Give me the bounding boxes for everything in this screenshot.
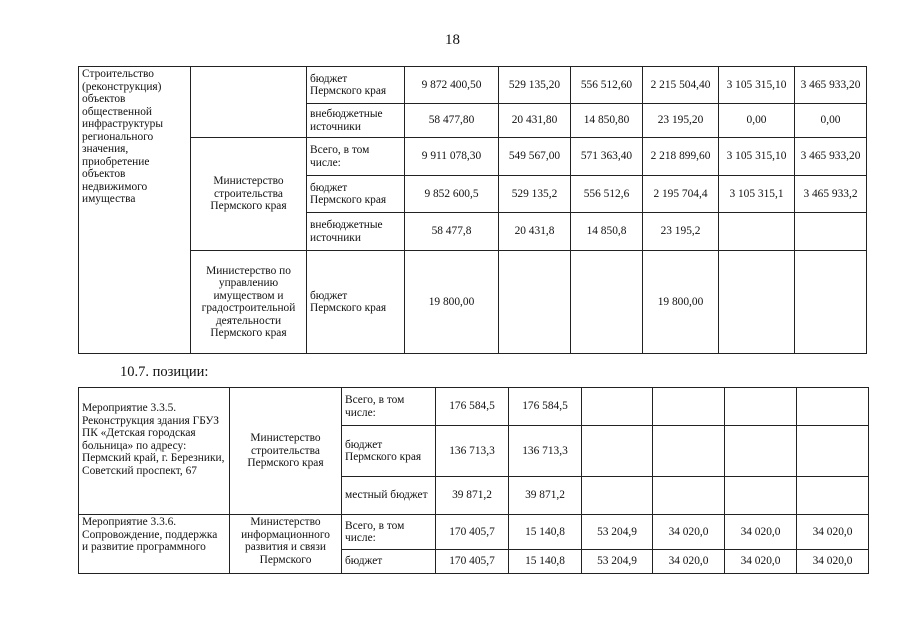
value-cell: 176 584,5 (509, 388, 582, 426)
value-cell: 2 195 704,4 (643, 176, 719, 213)
value-cell: 34 020,0 (653, 515, 725, 550)
funding-source-cell: бюджет Пермского края (307, 176, 405, 213)
value-cell: 2 215 504,40 (643, 67, 719, 104)
measure-cell: Строительство (реконструкция) объектов общественной инфраструктуры регионального значения, приобретение объектов недвижимого имущества (79, 67, 191, 354)
value-cell: 14 850,80 (571, 104, 643, 138)
value-cell (499, 251, 571, 354)
value-cell (571, 251, 643, 354)
value-cell (582, 477, 653, 515)
value-cell: 23 195,20 (643, 104, 719, 138)
value-cell (797, 477, 869, 515)
funding-source-cell: местный бюджет (342, 477, 436, 515)
value-cell: 556 512,6 (571, 176, 643, 213)
positions-table (78, 387, 869, 574)
value-cell: 53 204,9 (582, 515, 653, 550)
table-row (79, 388, 869, 426)
value-cell: 9 872 400,50 (405, 67, 499, 104)
value-cell: 549 567,00 (499, 138, 571, 176)
value-cell: 0,00 (795, 104, 867, 138)
value-cell: 2 218 899,60 (643, 138, 719, 176)
value-cell: 571 363,40 (571, 138, 643, 176)
value-cell: 3 105 315,10 (719, 67, 795, 104)
executor-cell: Министерство строительства Пермского края (230, 388, 342, 515)
financing-table-continued (78, 66, 867, 354)
executor-cell (191, 67, 307, 138)
funding-source-cell: бюджет (342, 550, 436, 574)
value-cell: 19 800,00 (643, 251, 719, 354)
value-cell: 34 020,0 (725, 550, 797, 574)
value-cell: 176 584,5 (436, 388, 509, 426)
value-cell (719, 213, 795, 251)
value-cell: 15 140,8 (509, 550, 582, 574)
value-cell: 556 512,60 (571, 67, 643, 104)
value-cell (795, 213, 867, 251)
value-cell (795, 251, 867, 354)
value-cell: 19 800,00 (405, 251, 499, 354)
value-cell (725, 477, 797, 515)
value-cell: 34 020,0 (725, 515, 797, 550)
value-cell: 39 871,2 (436, 477, 509, 515)
executor-cell: Министерство строительства Пермского края (191, 138, 307, 251)
table-row (79, 138, 867, 176)
value-cell: 3 105 315,10 (719, 138, 795, 176)
executor-cell: Министерство информационного развития и связи Пермского (230, 515, 342, 574)
funding-source-cell: внебюджетные источники (307, 104, 405, 138)
value-cell (582, 388, 653, 426)
value-cell: 9 911 078,30 (405, 138, 499, 176)
value-cell: 136 713,3 (509, 426, 582, 477)
value-cell: 3 465 933,20 (795, 67, 867, 104)
value-cell (653, 426, 725, 477)
section-heading: 10.7. позиции: (120, 364, 209, 380)
funding-source-cell: Всего, в том числе: (342, 515, 436, 550)
executor-cell: Министерство по управлению имуществом и градостроительной деятельности Пермского края (191, 251, 307, 354)
measure-cell: Мероприятие 3.3.5. Реконструкция здания ГБУЗ ПК «Детская городская больница» по адресу: Пермский край, г. Березники, Советский проспект, 67 (79, 388, 230, 515)
value-cell: 23 195,2 (643, 213, 719, 251)
table-row (79, 515, 869, 550)
value-cell: 15 140,8 (509, 515, 582, 550)
table-row (79, 251, 867, 354)
value-cell: 529 135,20 (499, 67, 571, 104)
page-number: 18 (445, 32, 460, 48)
value-cell: 53 204,9 (582, 550, 653, 574)
value-cell: 58 477,8 (405, 213, 499, 251)
value-cell: 0,00 (719, 104, 795, 138)
value-cell (719, 251, 795, 354)
value-cell (653, 388, 725, 426)
value-cell: 39 871,2 (509, 477, 582, 515)
funding-source-cell: Всего, в том числе: (342, 388, 436, 426)
value-cell: 3 105 315,1 (719, 176, 795, 213)
value-cell: 34 020,0 (797, 550, 869, 574)
value-cell: 170 405,7 (436, 550, 509, 574)
value-cell (725, 426, 797, 477)
value-cell (653, 477, 725, 515)
funding-source-cell: бюджет Пермского края (342, 426, 436, 477)
value-cell: 20 431,80 (499, 104, 571, 138)
value-cell: 3 465 933,20 (795, 138, 867, 176)
table-row (79, 67, 867, 104)
value-cell: 34 020,0 (653, 550, 725, 574)
value-cell (582, 426, 653, 477)
value-cell (725, 388, 797, 426)
value-cell: 529 135,2 (499, 176, 571, 213)
value-cell: 34 020,0 (797, 515, 869, 550)
funding-source-cell: бюджет Пермского края (307, 67, 405, 104)
value-cell: 58 477,80 (405, 104, 499, 138)
value-cell: 170 405,7 (436, 515, 509, 550)
value-cell: 20 431,8 (499, 213, 571, 251)
funding-source-cell: Всего, в том числе: (307, 138, 405, 176)
funding-source-cell: бюджет Пермского края (307, 251, 405, 354)
value-cell (797, 426, 869, 477)
funding-source-cell: внебюджетные источники (307, 213, 405, 251)
measure-cell: Мероприятие 3.3.6. Сопровождение, поддержка и развитие программного (79, 515, 230, 574)
value-cell: 9 852 600,5 (405, 176, 499, 213)
value-cell (797, 388, 869, 426)
value-cell: 3 465 933,2 (795, 176, 867, 213)
value-cell: 136 713,3 (436, 426, 509, 477)
value-cell: 14 850,8 (571, 213, 643, 251)
